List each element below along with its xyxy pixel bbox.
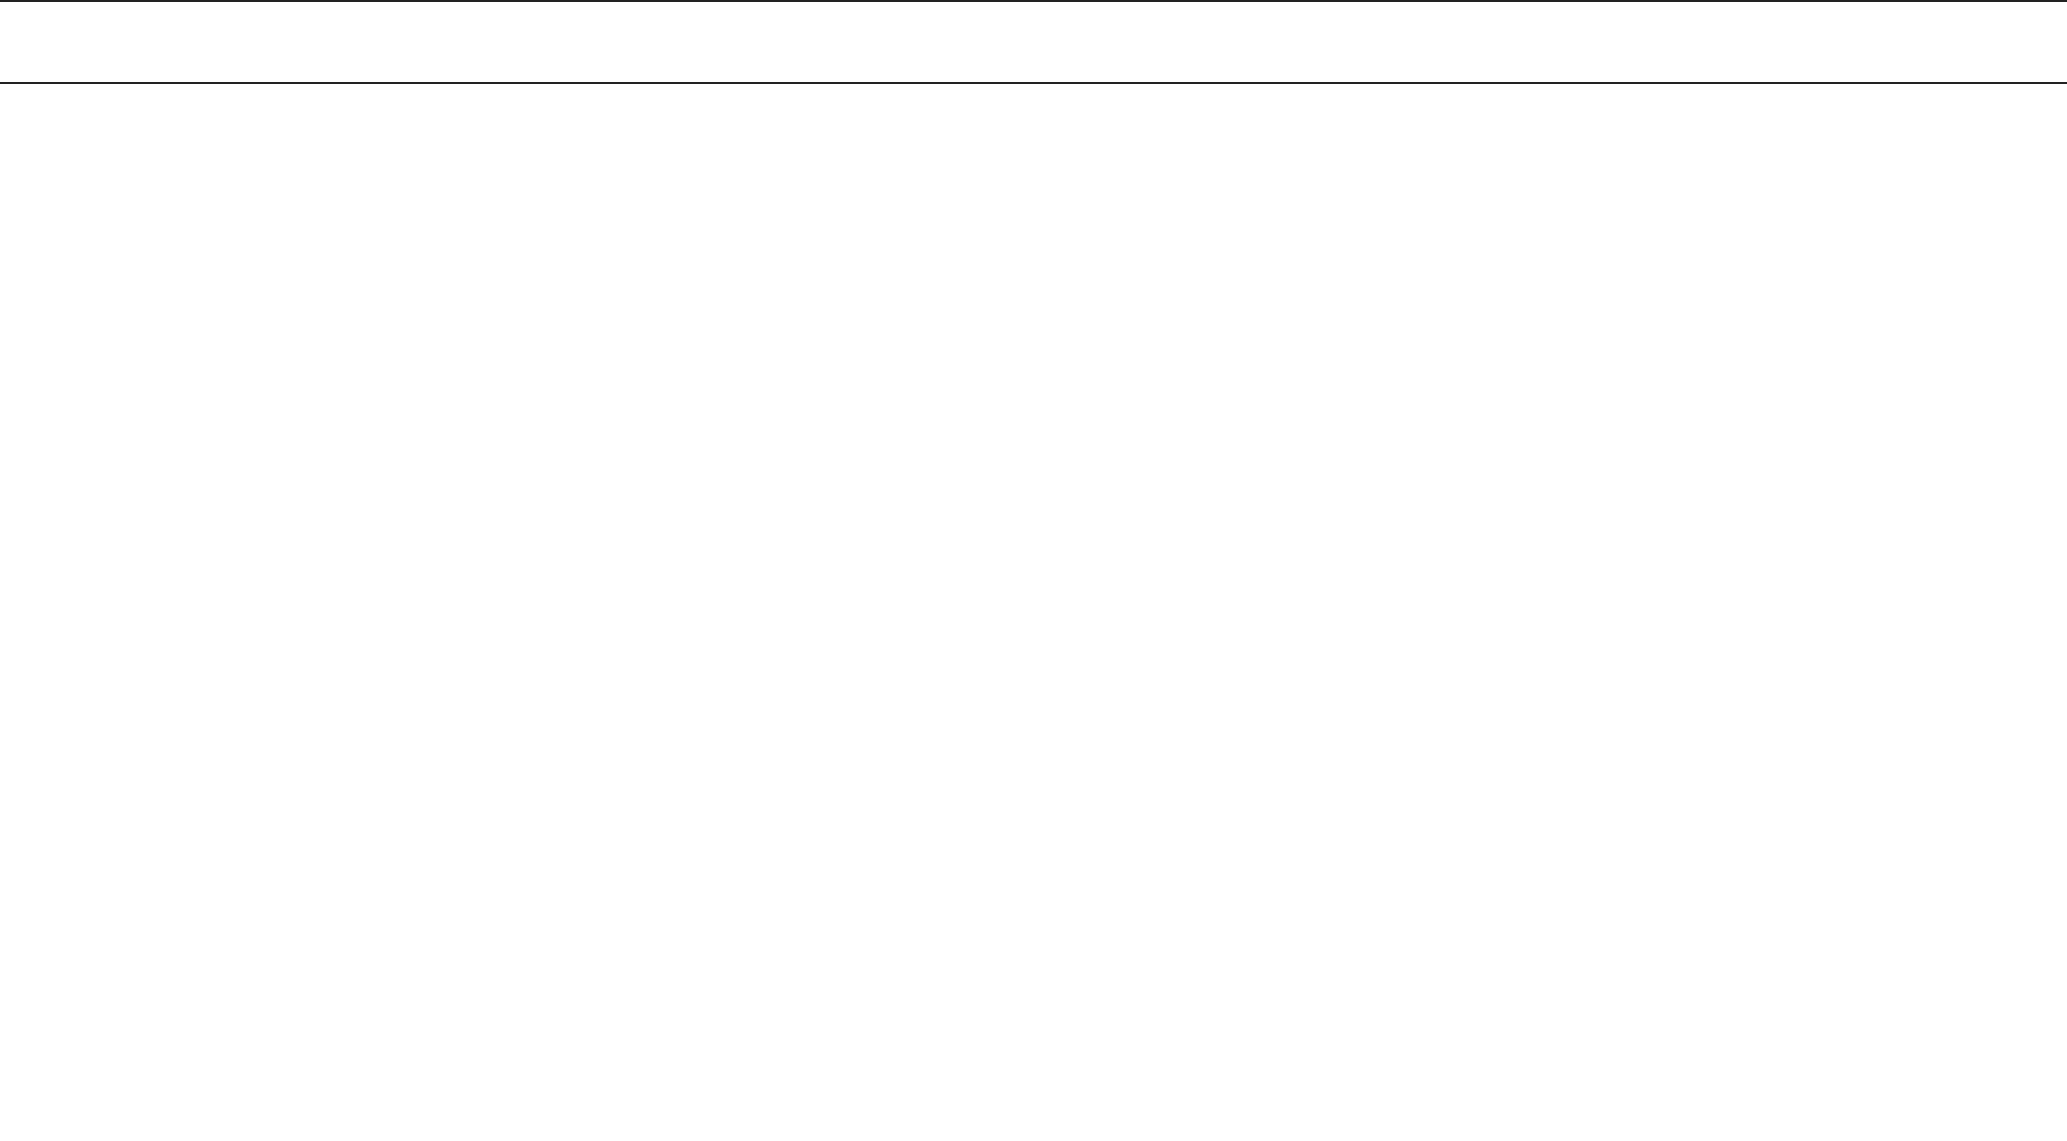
header-row [0, 0, 2067, 82]
header-rule [0, 82, 2067, 84]
feature-comparison-table [0, 0, 2067, 82]
